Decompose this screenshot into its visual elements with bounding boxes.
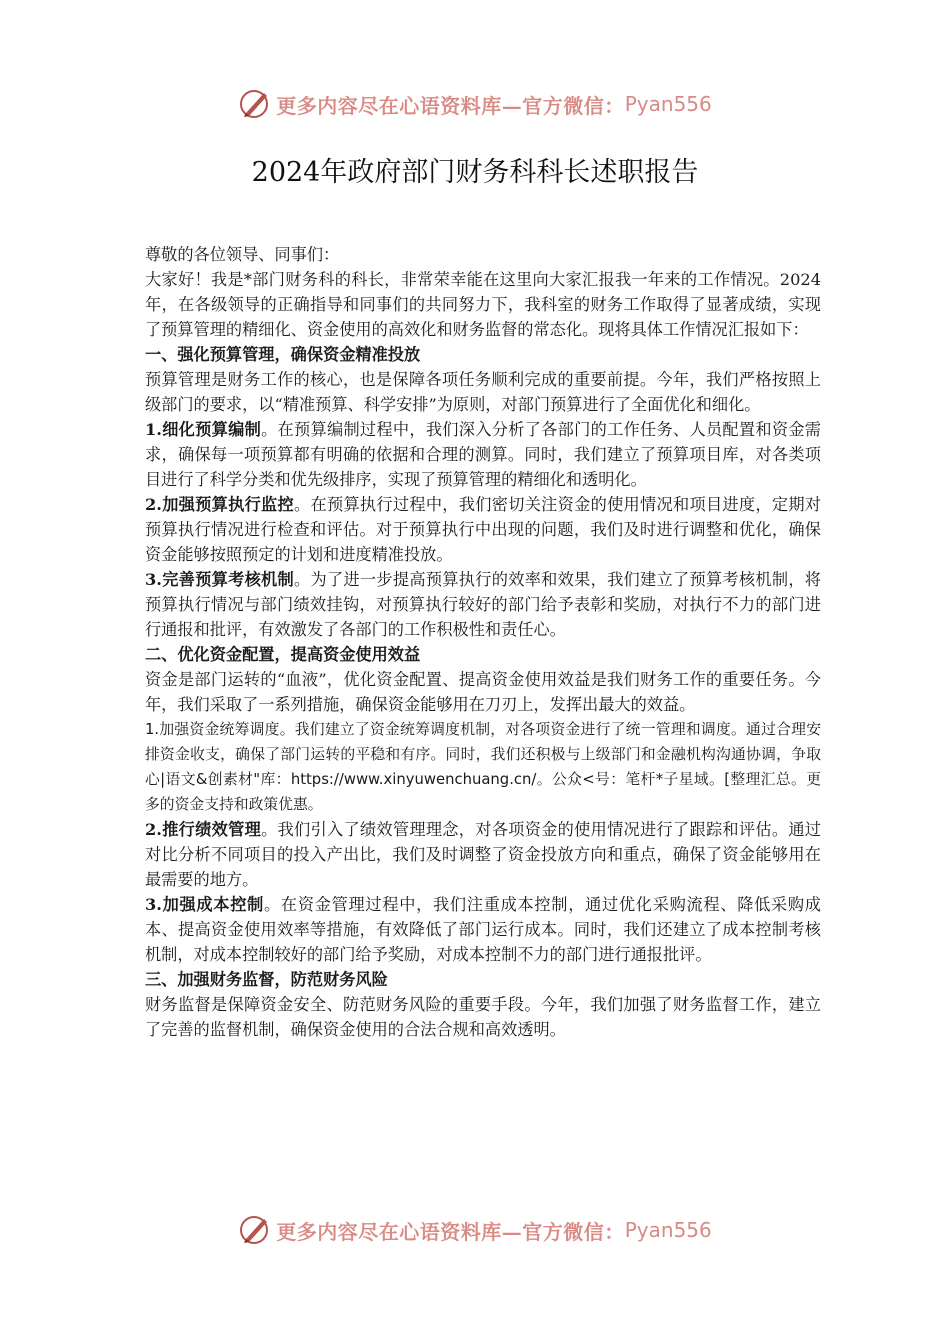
section-heading-3: 三、加强财务监督，防范财务风险: [145, 970, 388, 989]
section-heading-1: 一、强化预算管理，确保资金精准投放: [145, 345, 421, 364]
paragraph: 3.加强成本控制。在资金管理过程中，我们注重成本控制，通过优化采购流程、降低采购成本、提高资金使用效率等措施，有效降低了部门运行成本。同时，我们还建立了成本控制考核机制，对成本控制较好的部门给予奖励，对成本控制不力的部门进行通报批评。: [145, 895, 821, 964]
paragraph: 2.推行绩效管理。我们引入了绩效管理理念，对各项资金的使用情况进行了跟踪和评估。通过对比分析不同项目的投入产出比，我们及时调整了资金投放方向和重点，确保了资金能够用在最需要的地方。: [145, 820, 821, 889]
pen-logo-icon: [238, 87, 272, 121]
document-title: 2024年政府部门财务科科长述职报告: [251, 157, 699, 188]
paragraph: 财务监督是保障资金安全、防范财务风险的重要手段。今年，我们加强了财务监督工作，建立了完善的监督机制，确保资金使用的合法合规和高效透明。: [145, 995, 821, 1039]
header-banner: [0, 84, 950, 124]
paragraph: 资金是部门运转的“血液”，优化资金配置、提高资金使用效益是我们财务工作的重要任务。今年，我们采取了一系列措施，确保资金能够用在刀刃上，发挥出最大的效益。: [145, 670, 821, 714]
banner-text: 更多内容尽在心语资料库—官方微信：: [276, 1219, 625, 1244]
document-body: [145, 242, 821, 1042]
paragraph: 1.加强资金统筹调度。我们建立了资金统筹调度机制，对各项资金进行了统一管理和调度。通过合理安排资金收支，确保了部门运转的平稳和有序。同时，我们还积极与上级部门和金融机构沟通协调，争取心|语文&创素材"库：https://www.xinyuwenchuang.cn/。公众<号：笔杆*子星域。[整理汇总。更多的资金支持和政策优惠。: [145, 721, 821, 813]
item-lead: 3.完善预算考核机制: [145, 570, 295, 589]
intro-paragraph: 大家好！我是*部门财务科的科长，非常荣幸能在这里向大家汇报我一年来的工作情况。2024年，在各级领导的正确指导和同事们的共同努力下，我科室的财务工作取得了显著成绩，实现了预算管理的精细化、资金使用的高效化和财务监督的常态化。现将具体工作情况汇报如下：: [145, 270, 821, 339]
paragraph: 2.加强预算执行监控。在预算执行过程中，我们密切关注资金的使用情况和项目进度，定期对预算执行情况进行检查和评估。对于预算执行中出现的问题，我们及时进行调整和优化，确保资金能够按照预定的计划和进度精准投放。: [145, 495, 821, 564]
banner-wechat-id: Pyan556: [624, 92, 712, 116]
paragraph: 1.细化预算编制。在预算编制过程中，我们深入分析了各部门的工作任务、人员配置和资金需求，确保每一项预算都有明确的依据和合理的测算。同时，我们建立了预算项目库，对各类项目进行了科学分类和优先级排序，实现了预算管理的精细化和透明化。: [145, 420, 821, 489]
paragraph: 预算管理是财务工作的核心，也是保障各项任务顺利完成的重要前提。今年，我们严格按照上级部门的要求，以“精准预算、科学安排”为原则，对部门预算进行了全面优化和细化。: [145, 370, 821, 414]
item-lead: 2.加强预算执行监控: [145, 495, 295, 514]
section-heading-2: 二、优化资金配置，提高资金使用效益: [145, 645, 421, 664]
salutation: 尊敬的各位领导、同事们：: [145, 245, 340, 264]
item-lead: 2.推行绩效管理: [145, 820, 262, 839]
item-lead: 3.加强成本控制: [145, 895, 265, 914]
banner-wechat-id: Pyan556: [624, 1218, 712, 1242]
pen-logo-icon: [238, 1213, 272, 1247]
footer-banner: [0, 1210, 950, 1250]
item-lead: 1.细化预算编制: [145, 420, 262, 439]
paragraph: 3.完善预算考核机制。为了进一步提高预算执行的效率和效果，我们建立了预算考核机制，将预算执行情况与部门绩效挂钩，对预算执行较好的部门给予表彰和奖励，对执行不力的部门进行通报和批评，有效激发了各部门的工作积极性和责任心。: [145, 570, 821, 639]
banner-text: 更多内容尽在心语资料库—官方微信：: [276, 93, 625, 118]
